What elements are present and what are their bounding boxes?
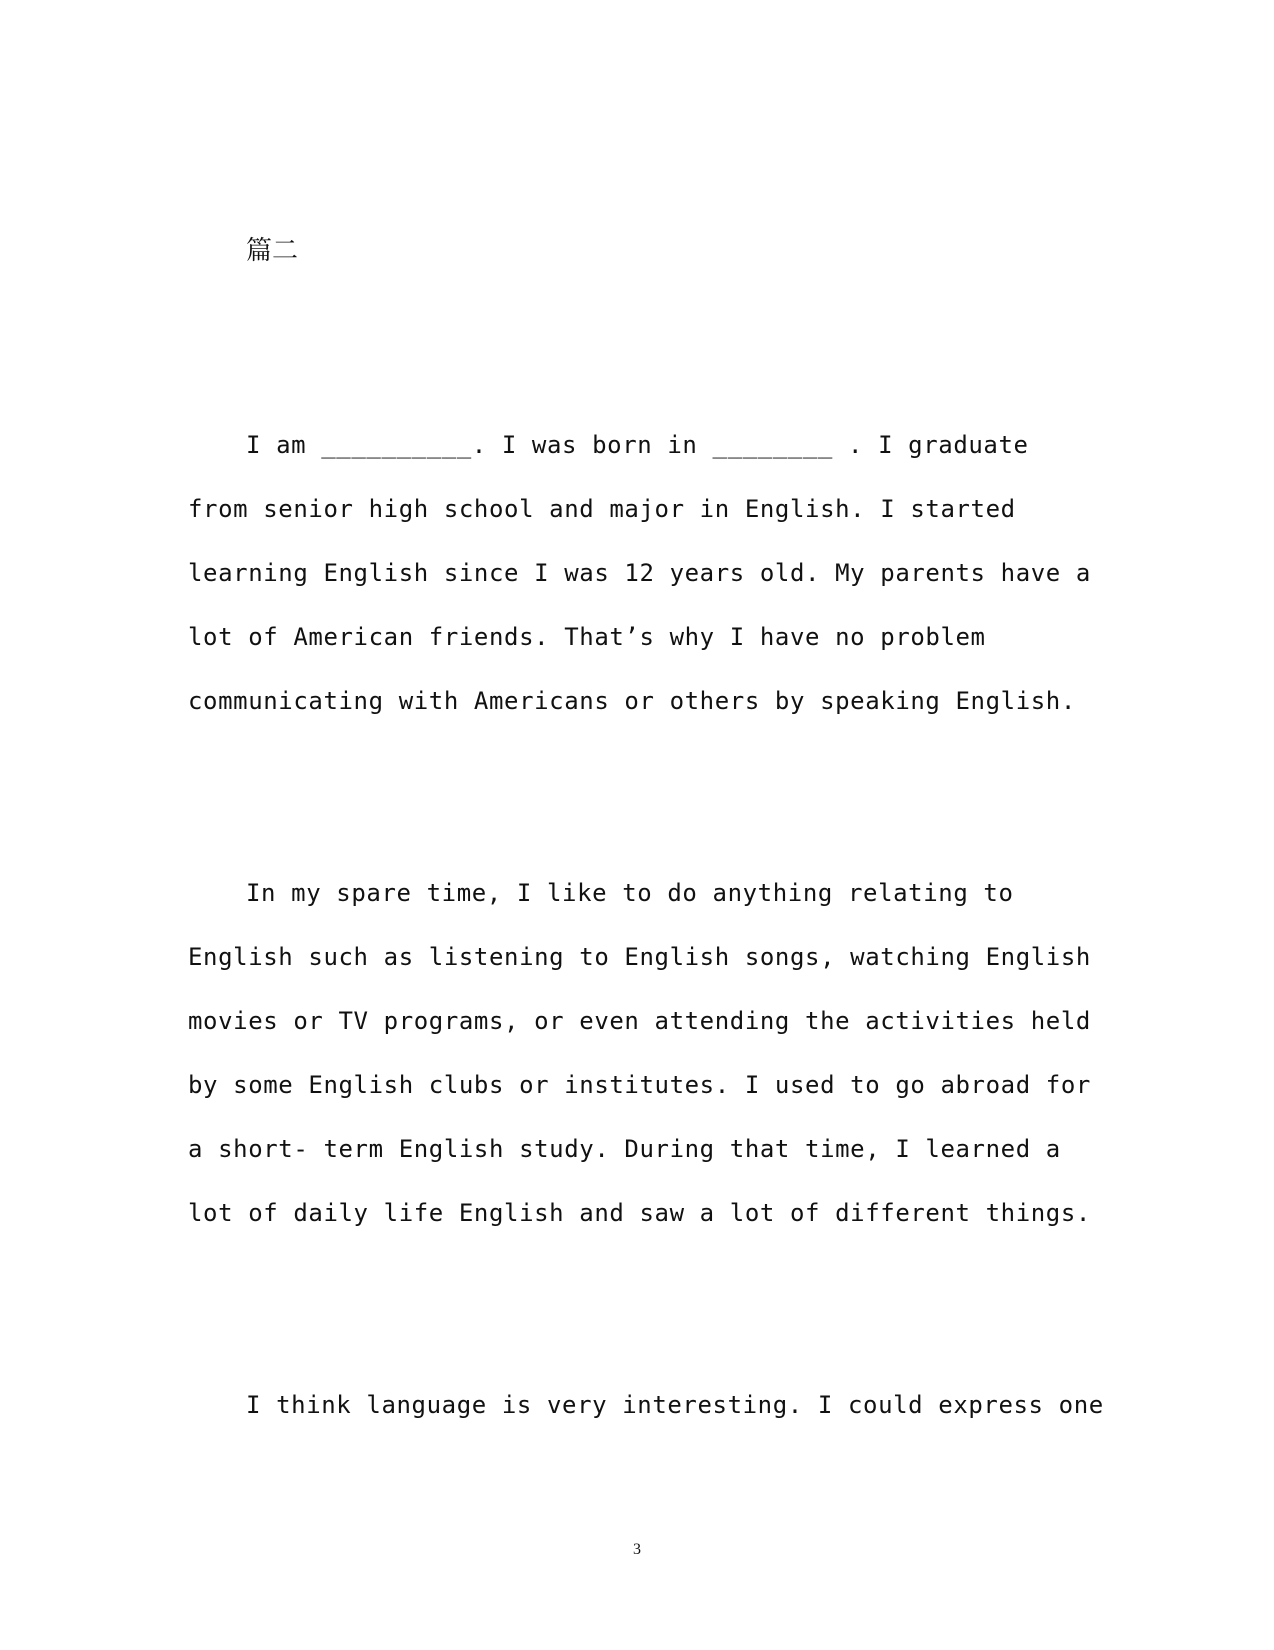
paragraph-2-line-6: lot of daily life English and saw a lot of different things. (188, 1199, 1091, 1227)
section-heading: 篇二 (246, 236, 299, 266)
paragraph-2-line-2: English such as listening to English songs, watching English (188, 943, 1091, 971)
paragraph-1-line-4: lot of American friends. That’s why I have no problem (188, 623, 986, 651)
paragraph-1-line-1: I am __________. I was born in ________ . I graduate (246, 431, 1029, 459)
paragraph-1-line-5: communicating with Americans or others by speaking English. (188, 687, 1076, 715)
paragraph-3-line-1: I think language is very interesting. I could express one (246, 1391, 1104, 1419)
paragraph-1-line-3: learning English since I was 12 years old. My parents have a (188, 559, 1091, 587)
paragraph-2-line-5: a short- term English study. During that time, I learned a (188, 1135, 1061, 1163)
paragraph-2-line-4: by some English clubs or institutes. I used to go abroad for (188, 1071, 1091, 1099)
page-number: 3 (633, 1541, 641, 1558)
paragraph-2-line-1: In my spare time, I like to do anything relating to (246, 879, 1014, 907)
paragraph-1-line-2: from senior high school and major in English. I started (188, 495, 1016, 523)
paragraph-2-line-3: movies or TV programs, or even attending the activities held (188, 1007, 1091, 1035)
